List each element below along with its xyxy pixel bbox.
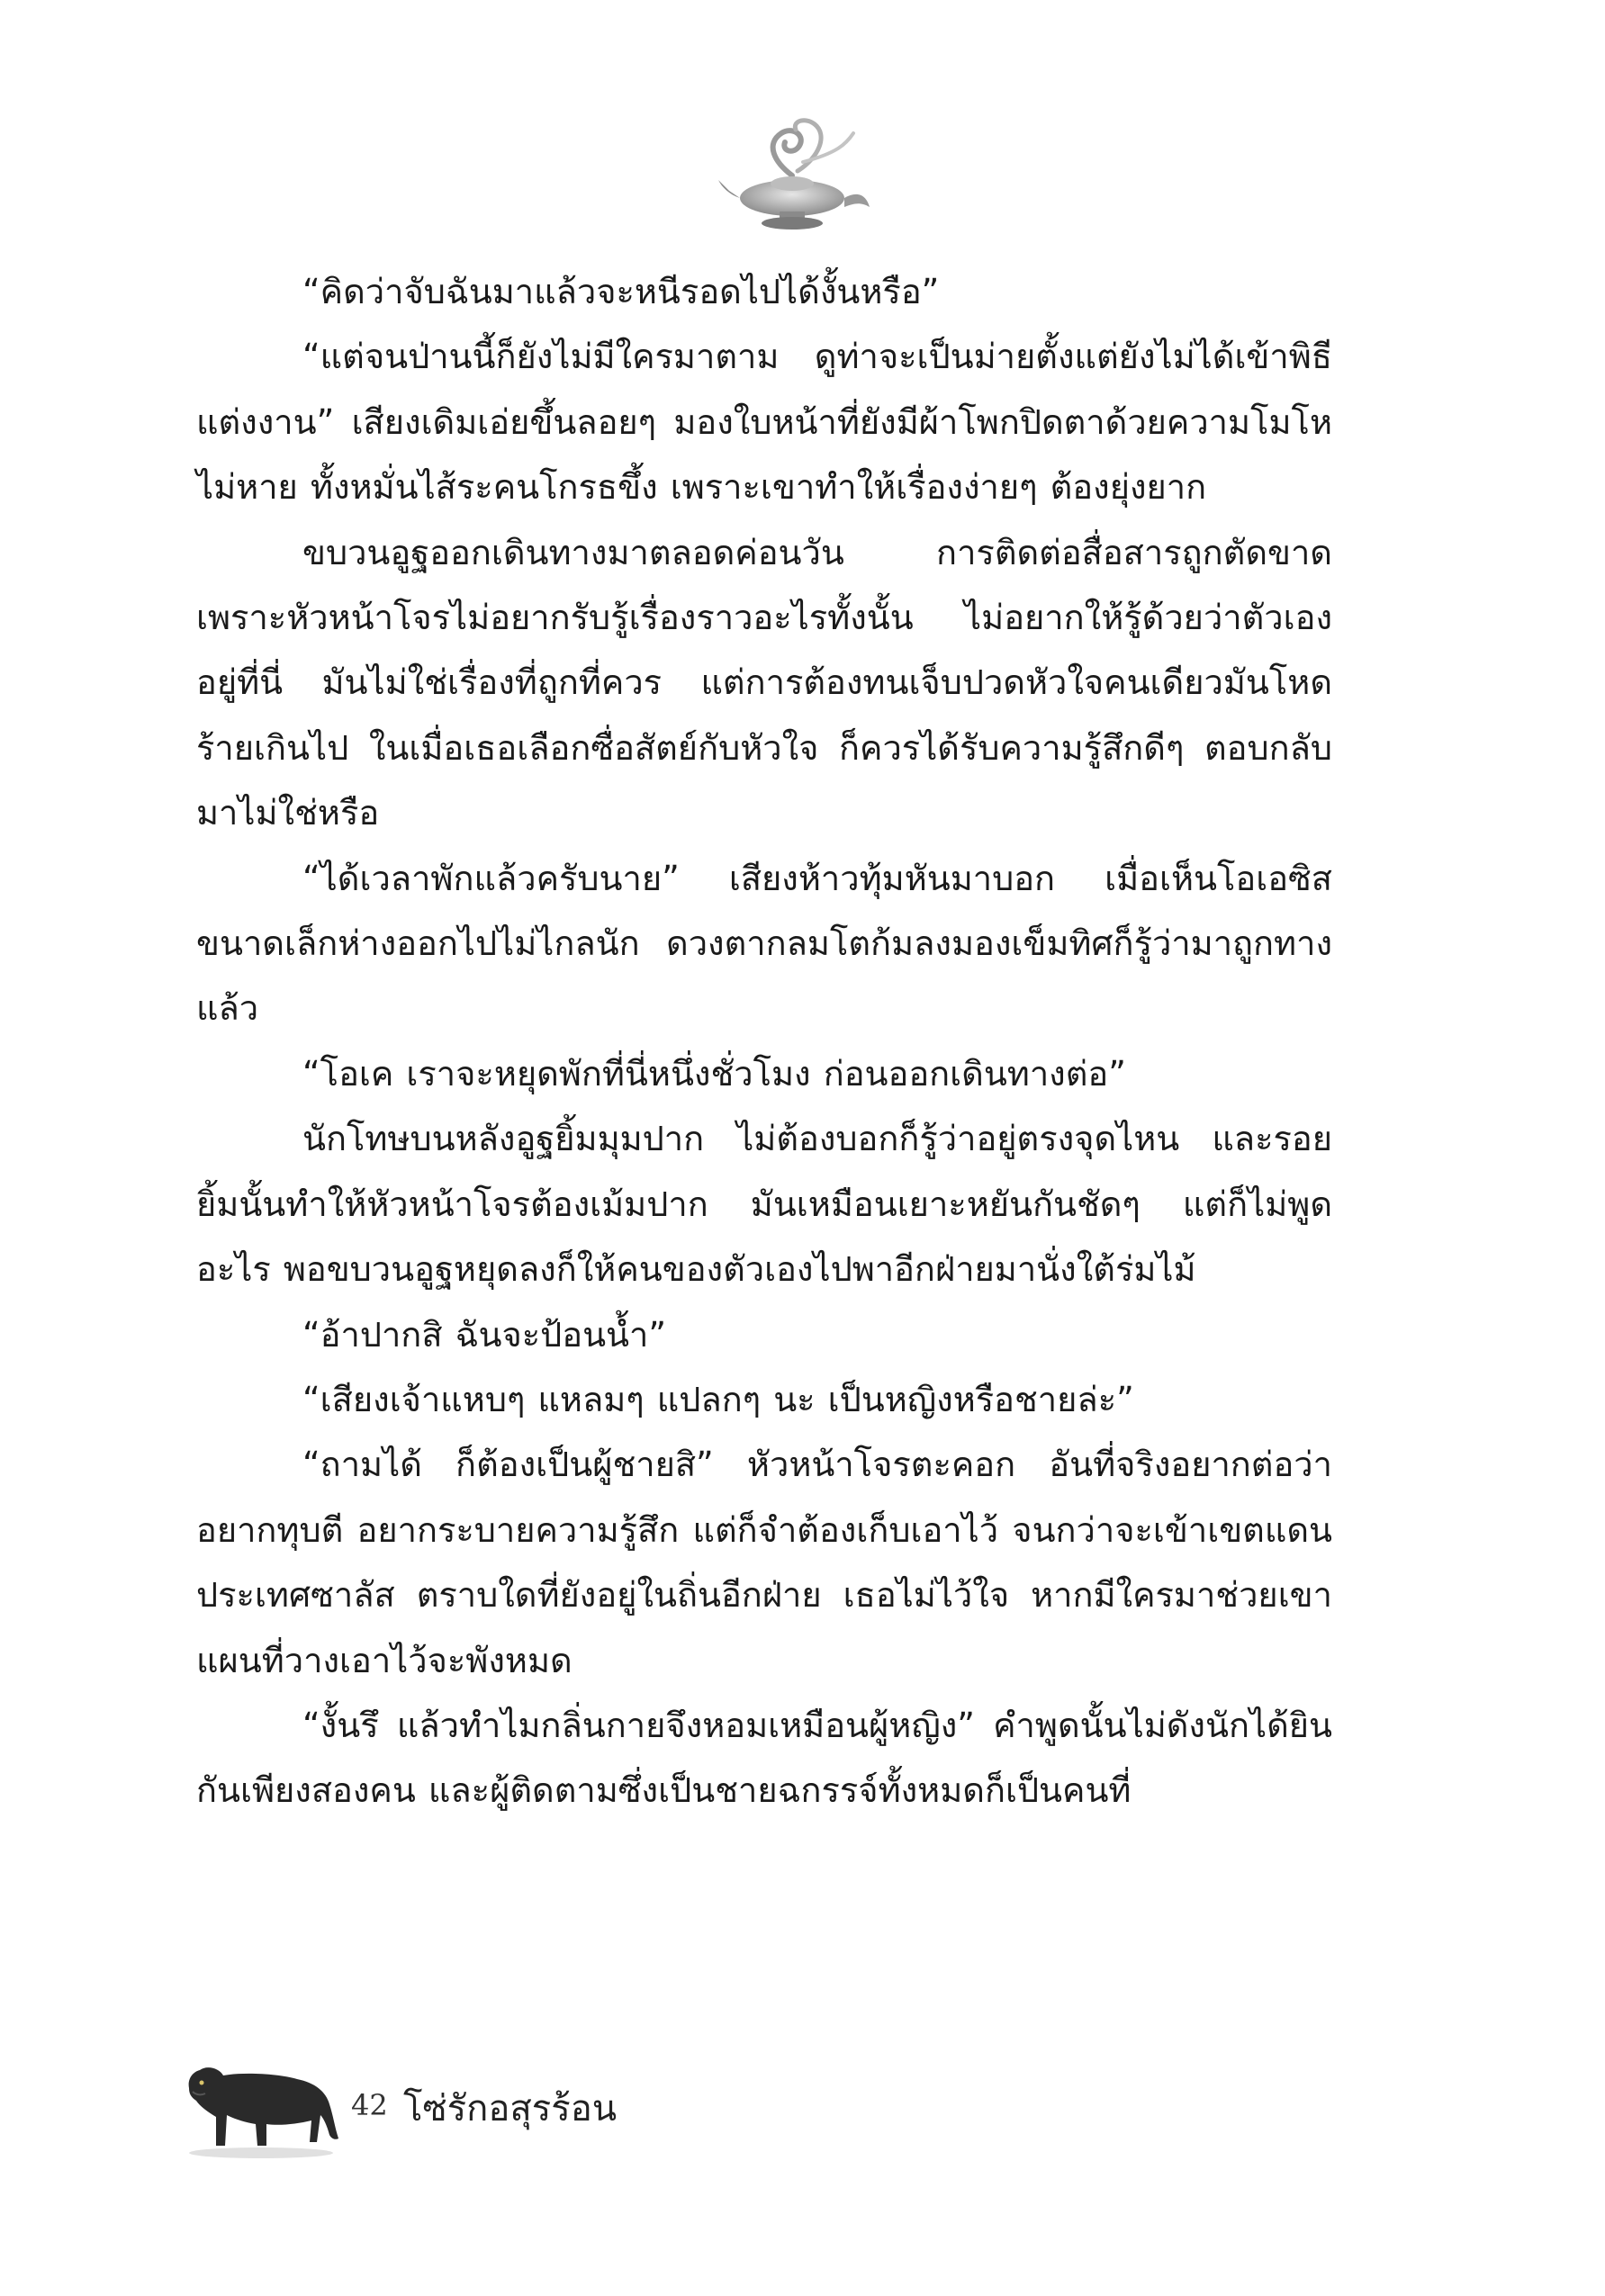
paragraph: นักโทษบนหลังอูฐยิ้มมุมปาก ไม่ต้องบอกก็รู้ว่าอยู่ตรงจุดไหน และรอยยิ้มนั้นทำให้หัวหน้าโจรต้องเม้มปาก มันเหมือนเยาะหยันกันชัดๆ แต่ก็ไม่พูดอะไร พอขบวนอูฐหยุดลงก็ให้คนของตัวเองไปพาอีกฝ่ายมานั่งใต้ร่มไม้ (196, 1119, 1332, 1290)
paragraph: “แต่จนป่านนี้ก็ยังไม่มีใครมาตาม ดูท่าจะเป็นม่ายตั้งแต่ยังไม่ได้เข้าพิธีแต่งงาน” เสียงเดิมเอ่ยขึ้นลอยๆ มองใบหน้าที่ยังมีผ้าโพกปิดตาด้วยความโมโหไม่หาย ทั้งหมั่นไส้ระคนโกรธขึ้ง เพราะเขาทำให้เรื่องง่ายๆ ต้องยุ่งยาก (196, 337, 1332, 508)
black-panther-icon (180, 2052, 342, 2160)
book-title: โซ่รักอสุรร้อน (403, 2088, 618, 2129)
genie-lamp-icon (702, 108, 882, 243)
paragraph: “โอเค เราจะหยุดพักที่นี่หนึ่งชั่วโมง ก่อนออกเดินทางต่อ” (302, 1053, 1126, 1094)
paragraph: “เสียงเจ้าแหบๆ แหลมๆ แปลกๆ นะ เป็นหญิงหรือชายล่ะ” (302, 1379, 1134, 1419)
paragraph: “ได้เวลาพักแล้วครับนาย” เสียงห้าวทุ้มหันมาบอก เมื่อเห็นโอเอซิสขนาดเล็กห่างออกไปไม่ไกลนัก ดวงตากลมโตก้มลงมองเข็มทิศก็รู้ว่ามาถูกทางแล้ว (196, 858, 1332, 1029)
paragraph: ขบวนอูฐออกเดินทางมาตลอดค่อนวัน การติดต่อสื่อสารถูกตัดขาดเพราะหัวหน้าโจรไม่อยากรับรู้เรื่องราวอะไรทั้งนั้น ไม่อยากให้รู้ด้วยว่าตัวเองอยู่ที่นี่ มันไม่ใช่เรื่องที่ถูกที่ควร แต่การต้องทนเจ็บปวดหัวใจคนเดียวมันโหดร้ายเกินไป ในเมื่อเธอเลือกซื่อสัตย์กับหัวใจ ก็ควรได้รับความรู้สึกดีๆ ตอบกลับมาไม่ใช่หรือ (196, 532, 1332, 833)
paragraph: “คิดว่าจับฉันมาแล้วจะหนีรอดไปได้งั้นหรือ” (302, 272, 940, 311)
paragraph: “อ้าปากสิ ฉันจะป้อนน้ำ” (302, 1314, 667, 1355)
paragraph: “งั้นรึ แล้วทำไมกลิ่นกายจึงหอมเหมือนผู้หญิง” คำพูดนั้นไม่ดังนักได้ยินกันเพียงสองคน และผู้ติดตามซึ่งเป็นชายฉกรรจ์ทั้งหมดก็เป็นคนที่ (196, 1705, 1332, 1811)
paragraph: “ถามได้ ก็ต้องเป็นผู้ชายสิ” หัวหน้าโจรตะคอก อันที่จริงอยากต่อว่า อยากทุบตี อยากระบายความรู้สึก แต่ก็จำต้องเก็บเอาไว้ จนกว่าจะเข้าเขตแดนประเทศซาลัส ตราบใดที่ยังอยู่ในถิ่นอีกฝ่าย เธอไม่ไว้ใจ หากมีใครมาช่วยเขา แผนที่วางเอาไว้จะพังหมด (196, 1445, 1332, 1680)
page-number: 42 (351, 2088, 388, 2122)
page-footer (180, 2052, 900, 2160)
story-body (196, 259, 1332, 1823)
